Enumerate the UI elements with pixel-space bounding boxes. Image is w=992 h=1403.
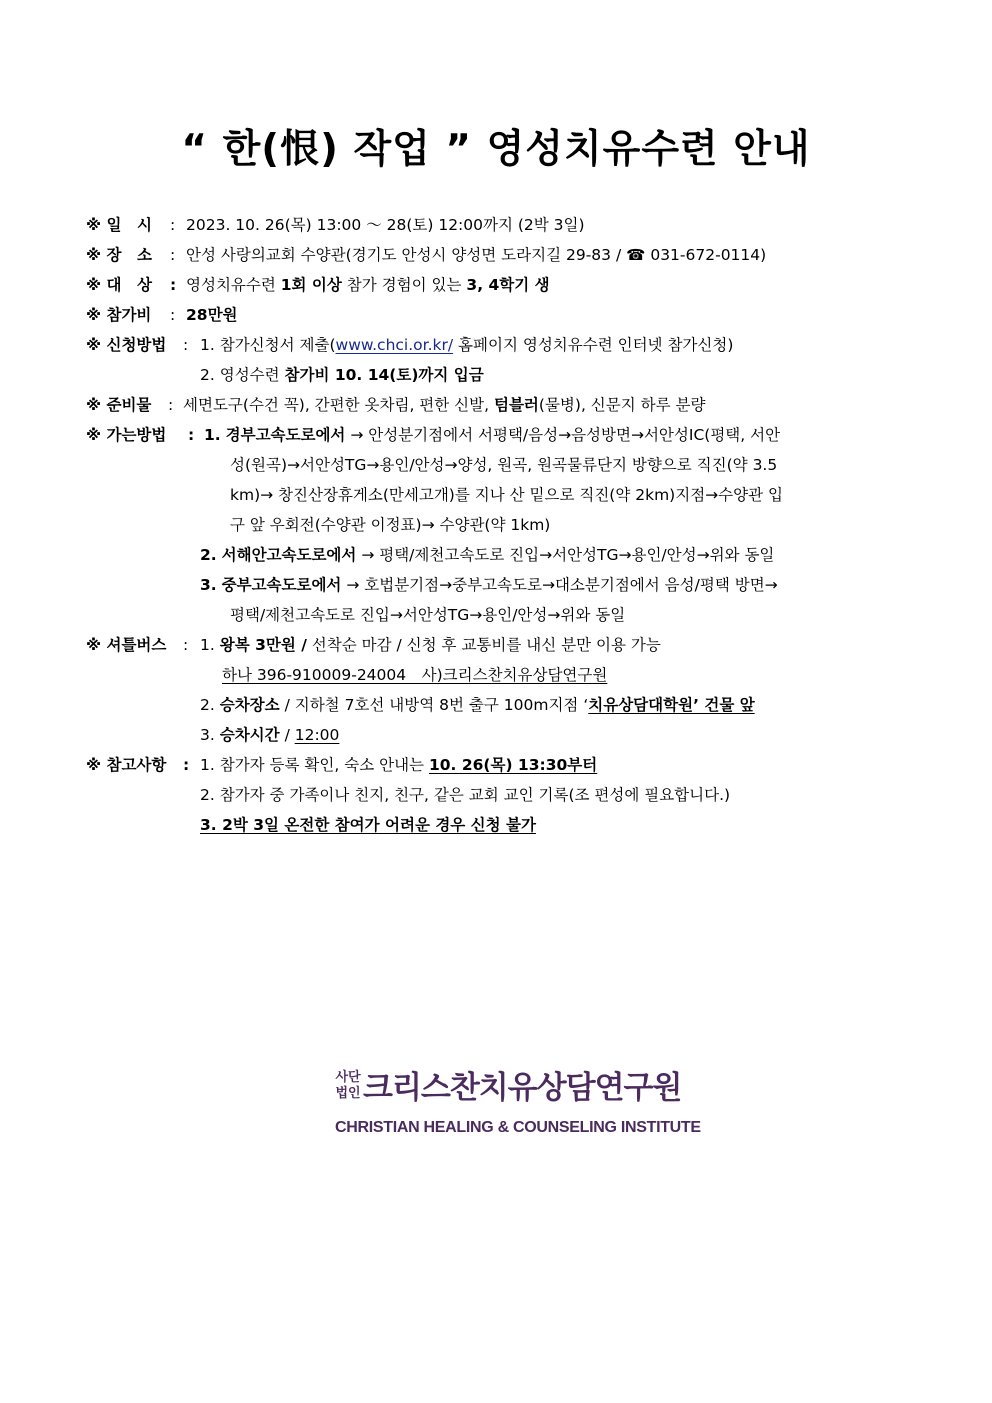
- shuttle-line-2: 2. 승차장소 / 지하철 7호선 내방역 8번 출구 100m지점 ‘치유상담대학원’ 건물 앞: [200, 696, 755, 714]
- supplies-text: 세면도구(수건 꼭), 간편한 옷차림, 편한 신발, 텀블러(물병), 신문지 하루 분량: [183, 396, 706, 414]
- target-label: ※ 대 상: [86, 276, 152, 294]
- directions-route-3: 3. 중부고속도로에서 → 호법분기점→중부고속도로→대소분기점에서 음성/평택 방면→: [200, 576, 778, 594]
- notes-label: ※ 참고사항: [86, 756, 167, 774]
- place-sep: :: [170, 246, 176, 264]
- directions-label: ※ 가는방법: [86, 426, 167, 444]
- target-text: 영성치유수련 1회 이상 참가 경험이 있는 3, 4학기 생: [186, 276, 550, 294]
- logo-korean-row: [335, 1068, 682, 1114]
- shuttle-label: ※ 셔틀버스: [86, 636, 167, 654]
- directions-route-1: 1. 경부고속도로에서 → 안성분기점에서 서평택/음성→음성방면→서안성IC(평택, 서안: [204, 426, 781, 444]
- date-text: 2023. 10. 26(목) 13:00 ～ 28(토) 12:00까지 (2박 3일): [186, 216, 585, 234]
- logo-small-top: 사단: [335, 1070, 361, 1085]
- date-label: ※ 일 시: [86, 216, 152, 234]
- apply-sep: :: [183, 336, 189, 354]
- fee-label: ※ 참가비: [86, 306, 152, 324]
- directions-route-3-line-2: 평택/제천고속도로 진입→서안성TG→용인/안성→위와 동일: [230, 606, 626, 624]
- notes-line-3: 3. 2박 3일 온전한 참여가 어려운 경우 신청 불가: [200, 816, 536, 834]
- logo-corporation-mark: [335, 1070, 361, 1102]
- logo-small-bottom: 법인: [335, 1086, 361, 1101]
- apply-line-1: 1. 참가신청서 제출(www.chci.or.kr/ 홈페이지 영성치유수련 인터넷 참가신청): [200, 336, 734, 354]
- fee-sep: :: [170, 306, 176, 324]
- supplies-sep: :: [168, 396, 174, 414]
- notes-line-1: 1. 참가자 등록 확인, 숙소 안내는 10. 26(목) 13:30부터: [200, 756, 598, 774]
- supplies-label: ※ 준비물: [86, 396, 152, 414]
- directions-route-1-line-4: 구 앞 우회전(수양관 이정표)→ 수양관(약 1km): [230, 516, 551, 534]
- homepage-link[interactable]: www.chci.or.kr/: [335, 336, 454, 354]
- directions-route-2: 2. 서해안고속도로에서 → 평택/제천고속도로 진입→서안성TG→용인/안성→위와 동일: [200, 546, 775, 564]
- logo-english-name: CHRISTIAN HEALING & COUNSELING INSTITUTE: [335, 1119, 701, 1136]
- directions-route-1-line-2: 성(원곡)→서안성TG→용인/안성→양성, 원곡, 원곡물류단지 방향으로 직진(약 3.5: [230, 456, 778, 474]
- shuttle-account: 하나 396-910009-24004 사)크리스찬치유상담연구원: [222, 666, 608, 684]
- directions-route-1-line-3: km)→ 창진산장휴게소(만세고개)를 지나 산 밑으로 직진(약 2km)지점→수양관 입: [230, 486, 783, 504]
- apply-label: ※ 신청방법: [86, 336, 167, 354]
- shuttle-line-3: 3. 승차시간 / 12:00: [200, 726, 340, 744]
- place-text: 안성 사랑의교회 수양관(경기도 안성시 양성면 도라지길 29-83 / ☎ 031-672-0114): [186, 246, 767, 264]
- place-label: ※ 장 소: [86, 246, 152, 264]
- apply-line-2: 2. 영성수련 참가비 10. 14(토)까지 입금: [200, 366, 484, 384]
- logo-korean-name: 크리스찬치유상담연구원: [363, 1070, 682, 1106]
- fee-text: 28만원: [186, 306, 238, 324]
- target-sep: :: [170, 276, 177, 294]
- shuttle-sep: :: [183, 636, 189, 654]
- page-title: “ 한(恨) 작업 ” 영성치유수련 안내: [181, 127, 811, 172]
- directions-sep: :: [188, 426, 195, 444]
- institute-logo: [335, 1068, 701, 1148]
- notes-sep: :: [183, 756, 190, 774]
- date-sep: :: [170, 216, 176, 234]
- notes-line-2: 2. 참가자 중 가족이나 친지, 친구, 같은 교회 교인 기록(조 편성에 필요합니다.): [200, 786, 731, 804]
- shuttle-line-1: 1. 왕복 3만원 / 선착순 마감 / 신청 후 교통비를 내신 분만 이용 가능: [200, 636, 661, 654]
